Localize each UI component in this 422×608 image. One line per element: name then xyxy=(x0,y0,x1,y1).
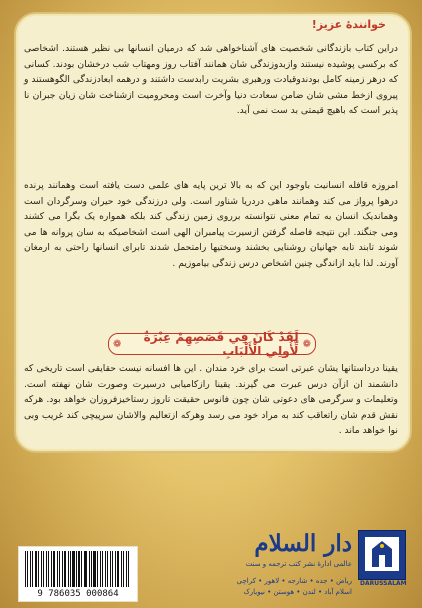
barcode-bar xyxy=(30,551,31,587)
isbn-barcode xyxy=(18,546,138,602)
barcode-bar xyxy=(117,551,119,587)
barcode-bar xyxy=(126,551,128,587)
barcode-bar xyxy=(102,551,103,587)
barcode-bar xyxy=(72,551,74,587)
barcode-bar xyxy=(93,551,95,587)
barcode-bar xyxy=(89,551,90,587)
publisher-cities xyxy=(237,576,352,598)
barcode-bar xyxy=(85,551,87,587)
barcode-bars xyxy=(25,551,131,587)
greeting-heading: خوانندهٔ عزیز! xyxy=(311,18,386,31)
ornament-icon: ❁ xyxy=(113,338,122,350)
barcode-number: 9 786035 000864 xyxy=(37,589,119,599)
barcode-bar xyxy=(70,551,71,587)
barcode-bar xyxy=(107,551,108,587)
barcode-bar xyxy=(78,551,80,587)
barcode-bar xyxy=(100,551,101,587)
barcode-bar xyxy=(48,551,50,587)
barcode-bar xyxy=(38,551,39,587)
barcode-bar xyxy=(121,551,122,587)
darussalam-emblem-icon xyxy=(358,530,406,580)
barcode-bar xyxy=(115,551,116,587)
barcode-bar xyxy=(81,551,82,587)
barcode-bar xyxy=(32,551,33,587)
barcode-bar xyxy=(105,551,107,587)
barcode-bar xyxy=(64,551,66,587)
publisher-name: دار السلام xyxy=(254,530,352,557)
barcode-bar xyxy=(43,551,44,587)
paragraph-3: یقینا درداستانها یشان عبرتی است برای خرد مندان . این ها افسانه نیست حقایقی است تاریخی که دانشمند ان ازآن درس عبرت می گیرند. یقینا رازکامیابی درسیرت وصورت شان نهفته است. وتعلیمات و سرگرمی های دعوتی شان چون فانوس حقیقت تاروز رستاخیزفروزان خواهد بود. هرکه نقش قدم شان راتعاقب کند به مراد خود می رسد وهرکه ازتعالیم والاشان سرپیچی کند غریب وبی نوا خواهد ماند . xyxy=(24,363,398,437)
barcode-bar xyxy=(84,551,85,587)
barcode-bar xyxy=(25,551,26,587)
barcode-bar xyxy=(27,551,29,587)
barcode-bar xyxy=(53,551,55,587)
publisher-logo xyxy=(236,528,407,600)
barcode-bar xyxy=(112,551,113,587)
barcode-bar xyxy=(128,551,129,587)
barcode-bar xyxy=(59,551,60,587)
quran-verse-box xyxy=(108,330,316,358)
barcode-bar xyxy=(51,551,52,587)
barcode-bar xyxy=(35,551,37,587)
barcode-bar xyxy=(57,551,58,587)
cities-line-2: اسلام آباد • لندن • هوستن • نیویارک xyxy=(243,588,352,596)
barcode-bar xyxy=(41,551,43,587)
paragraph-2: امروزه قافله انسانیت باوجود این که به بالا ترین پایه های علمی دست یافته است وهمانند پرنده درهوا پرواز می کند وهمانند ماهی دردریا شناور است. ولی درزندگی خود حیران وسرگردان است وهماندیک انسان به تمام معنی نتوانسته برروی زمین زندگی کند بلکه همواره یک بگرا می کشند ومی جنگند. این نتیجه فاصله گرفتن ازسیرت پیامبران الهی است اشخاصیکه به سان پروانه ها می شوند تابند تابه جهانیان روشنایی بخشند وسختیها رامتحمل شدند تابرای انسانها راحتی به ارمغان آورند. لذا باید ازاندگی چنین اشخاص درس زندگی بیاموزیم . xyxy=(24,180,398,269)
barcode-bar xyxy=(91,551,92,587)
barcode-bar xyxy=(110,551,112,587)
barcode-bar xyxy=(123,551,124,587)
cities-line-1: ریاض • جده • شارجه • لاهور • کراچی xyxy=(236,577,352,585)
logo-label: DARUSSALAM xyxy=(360,580,407,587)
ornament-icon: ❁ xyxy=(302,338,311,350)
paragraph-1: دراین کتاب بازندگانی شخصیت های آشناخواهی شد که درمیان انسانها بی نظیر هستند. اشخاصی که برکسی پوشیده نیستند وازبدوزندگی شان همانند آفتاب روز ومهتاب شب درخشان بودند. کسانی که درهر زمینه کامل بودندوقیادت ورهبری بشریت رابدست داشتند و درهمه ابعادزندگی الگوهستند و پیروی ازخط مشی شان ضامن سعادت دنیا وآخرت است ومحرومیت ازشناخت شان زیان جبران نا پذیر است که باهیچ قیمتی بد ست نمی آید. xyxy=(24,43,398,117)
barcode-bar xyxy=(97,551,99,587)
publisher-tagline: عالمی ادارهٔ نشر کتب ترجمه و سنت xyxy=(245,560,352,568)
barcode-bar xyxy=(68,551,69,587)
barcode-bar xyxy=(76,551,77,587)
barcode-bar xyxy=(62,551,64,587)
barcode-bar xyxy=(46,551,47,587)
quran-verse: لَقَدْ كَانَ فِي قَصَصِهِمْ عِبْرَةٌ لِّأُولِي الْأَلْبَابِ xyxy=(143,330,299,358)
